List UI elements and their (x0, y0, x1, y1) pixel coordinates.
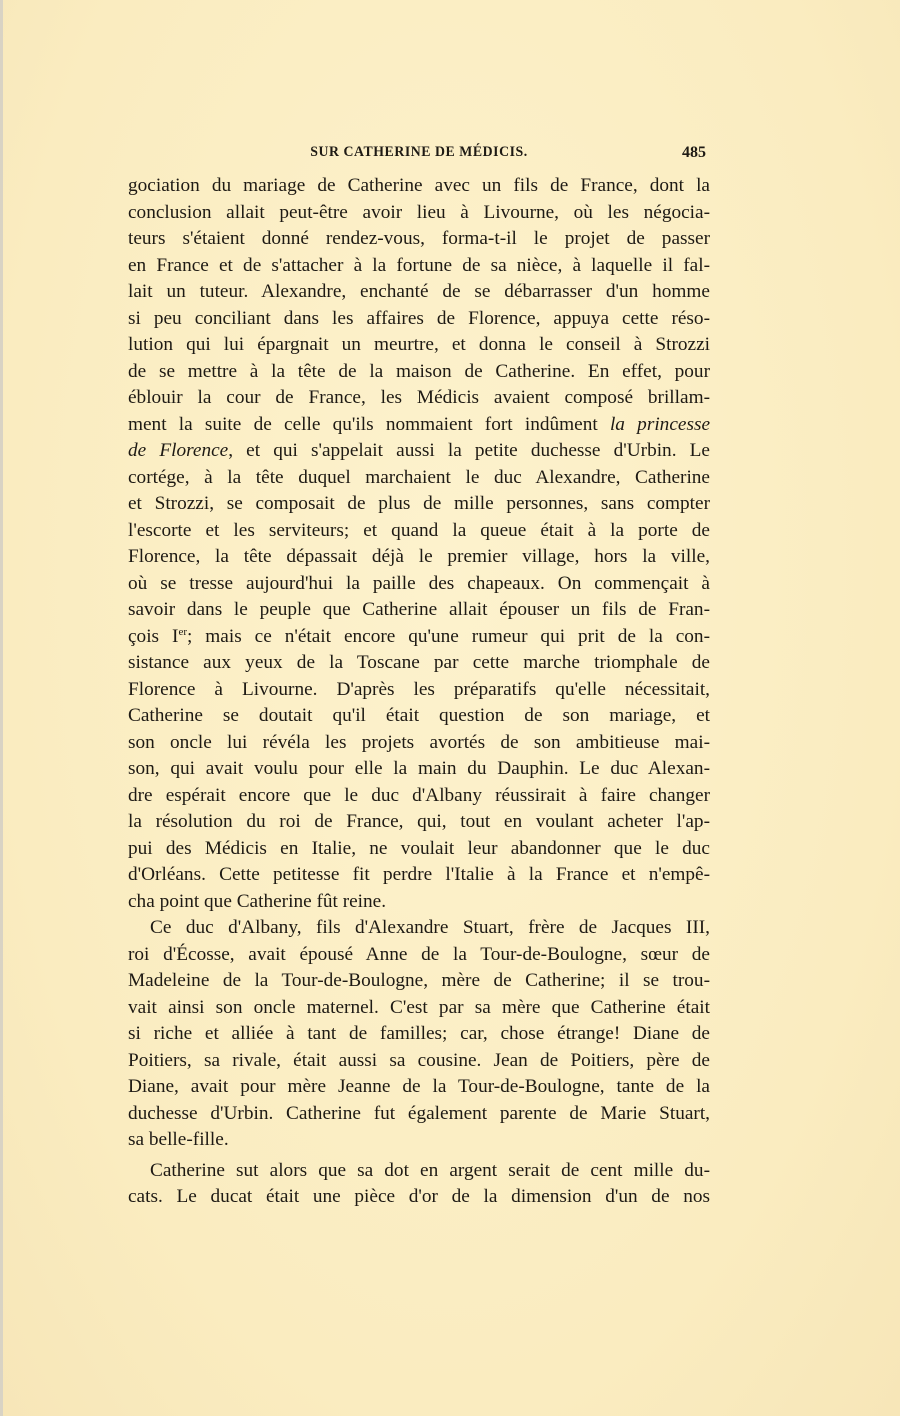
text-line: Ce duc d'Albany, fils d'Alexandre Stuart, frère de Jacques III, (150, 917, 710, 938)
text-line: dre espérait encore que le duc d'Albany réussirait à faire changer (128, 784, 710, 806)
text-line: cortége, à la tête duquel marchaient le duc Alexandre, Catherine (128, 466, 710, 488)
text-line: Diane, avait pour mère Jeanne de la Tour-de-Boulogne, tante de la (128, 1076, 710, 1097)
italic-title-fragment: la princesse (609, 413, 711, 435)
text-fragment: ; mais ce n'était encore qu'une rumeur qui prit de la con- (186, 625, 710, 647)
text-line: pui des Médicis en Italie, ne voulait leur abandonner que le duc (128, 837, 710, 859)
text-line (128, 438, 710, 465)
page-number: 485 (682, 144, 706, 161)
text-line: où se tresse aujourd'hui la paille des chapeaux. On commençait à (128, 572, 710, 594)
superscript: er (178, 625, 187, 638)
running-title: SUR CATHERINE DE MÉDICIS. (310, 144, 528, 160)
text-line: Poitiers, sa rivale, était aussi sa cousine. Jean de Poitiers, père de (128, 1049, 710, 1071)
text-line: teurs s'étaient donné rendez-vous, forma-t-il le projet de passer (128, 228, 710, 249)
text-fragment: ment la suite de celle qu'ils nommaient fort indûment (128, 413, 610, 435)
text-line: d'Orléans. Cette petitesse fit perdre l'Italie à la France et n'empê- (128, 864, 710, 885)
text-line: sa belle-fille. (128, 1129, 229, 1150)
page-edge (0, 0, 3, 1416)
paragraph-1 (128, 173, 710, 915)
text-line: et Strozzi, se composait de plus de mille personnes, sans compter (128, 493, 710, 514)
text-line: son oncle lui révéla les projets avortés de son ambitieuse mai- (128, 731, 710, 753)
text-line: Florence à Livourne. D'après les préparatifs qu'elle nécessitait, (128, 678, 710, 700)
text-line: cha point que Catherine fût reine. (128, 890, 387, 912)
text-line: si riche et alliée à tant de familles; car, chose étrange! Diane de (128, 1023, 710, 1044)
paragraph-2 (128, 915, 710, 1154)
text-line: lution qui lui épargnait un meurtre, et donna le conseil à Strozzi (128, 334, 710, 355)
text-line: Madeleine de la Tour-de-Boulogne, mère de Catherine; il se trou- (128, 970, 710, 991)
text-line: cats. Le ducat était une pièce d'or de la dimension d'un de nos (128, 1186, 710, 1207)
text-line: vait ainsi son oncle maternel. C'est par sa mère que Catherine était (128, 996, 710, 1018)
text-line: Catherine sut alors que sa dot en argent serait de cent mille du- (150, 1159, 710, 1181)
text-line: la résolution du roi de France, qui, tout en voulant acheter l'ap- (128, 811, 710, 832)
text-fragment: çois I (128, 625, 179, 647)
text-line: éblouir la cour de France, les Médicis avaient composé brillam- (128, 387, 710, 408)
text-line: Florence, la tête dépassait déjà le premier village, hors la ville, (128, 546, 710, 567)
text-line: duchesse d'Urbin. Catherine fut également parente de Marie Stuart, (128, 1102, 710, 1124)
text-line: conclusion allait peut-être avoir lieu à Livourne, où les négocia- (128, 201, 710, 223)
text-line: en France et de s'attacher à la fortune de sa nièce, à laquelle il fal- (128, 254, 710, 276)
text-line: roi d'Écosse, avait épousé Anne de la Tour-de-Boulogne, sœur de (128, 943, 710, 965)
text-line: savoir dans le peuple que Catherine allait épouser un fils de Fran- (128, 599, 710, 620)
text-line (128, 624, 710, 651)
text-line: Catherine se doutait qu'il était question de son mariage, et (128, 705, 710, 726)
running-head (128, 144, 710, 168)
paragraph-3 (128, 1158, 710, 1211)
italic-title-fragment: de Florence (128, 440, 229, 461)
body-text (128, 173, 710, 1211)
text-line: lait un tuteur. Alexandre, enchanté de se débarrasser d'un homme (128, 281, 710, 302)
text-line (128, 412, 710, 439)
text-line: si peu conciliant dans les affaires de Florence, appuya cette réso- (128, 307, 710, 329)
text-line: l'escorte et les serviteurs; et quand la queue était à la porte de (128, 519, 710, 541)
text-fragment: , et qui s'appelait aussi la petite duchesse d'Urbin. Le (228, 440, 710, 461)
text-line: gociation du mariage de Catherine avec un fils de France, dont la (128, 175, 710, 196)
text-line: son, qui avait voulu pour elle la main du Dauphin. Le duc Alexan- (128, 758, 710, 779)
text-line: sistance aux yeux de la Toscane par cette marche triomphale de (128, 652, 710, 673)
text-line: de se mettre à la tête de la maison de Catherine. En effet, pour (128, 360, 710, 382)
